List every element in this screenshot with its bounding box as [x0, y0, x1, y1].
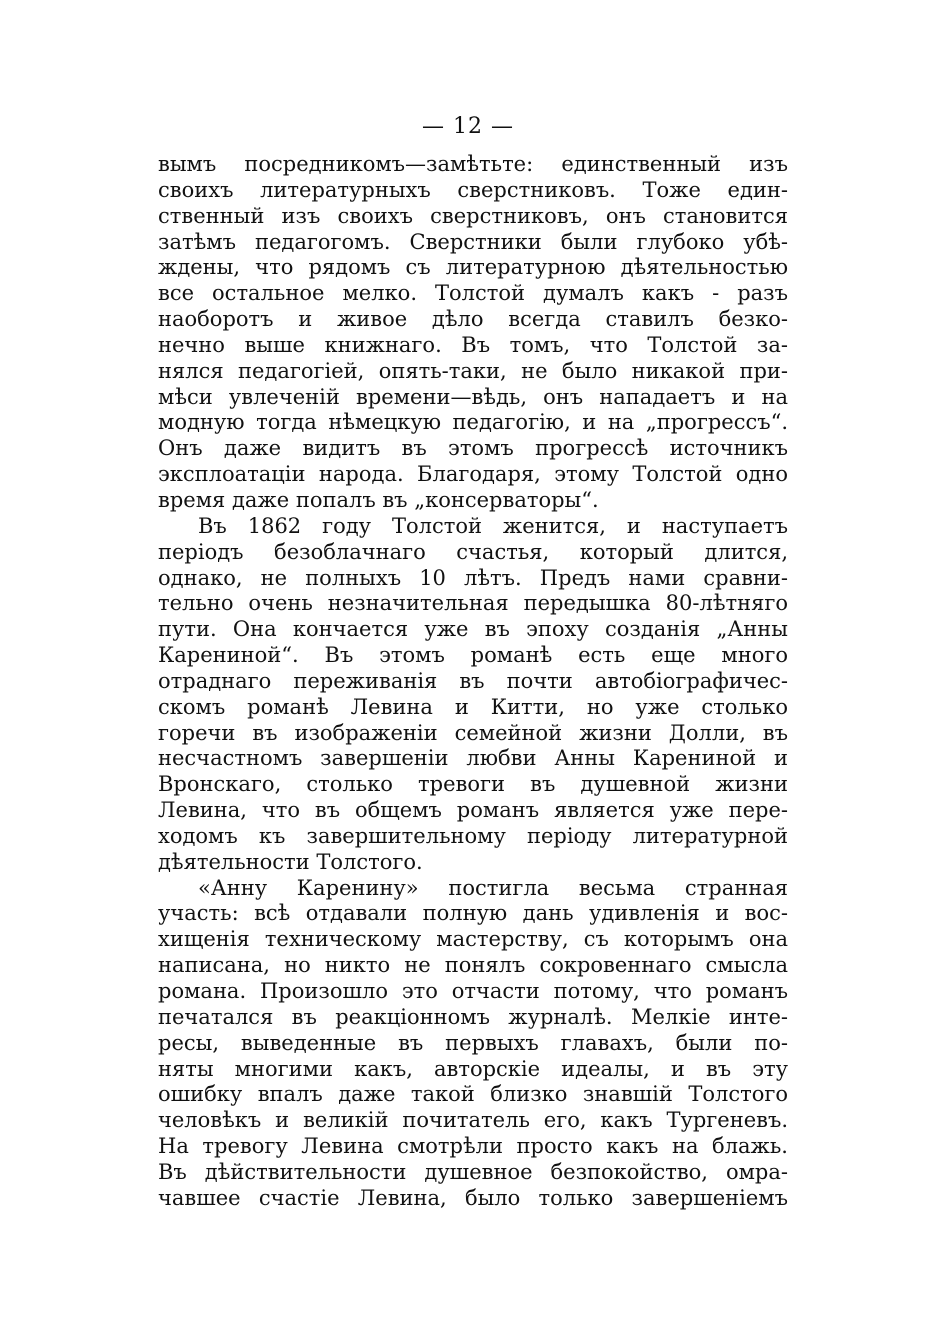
text-line: чавшее счастіе Левина, было только завершеніемъ: [158, 1185, 788, 1210]
text-line: написана, но никто не понялъ сокровеннаго смысла: [158, 953, 788, 978]
page-number: — 12 —: [422, 114, 514, 139]
text-line: печатался въ реакціонномъ журналѣ. Мелкіе инте-: [158, 1004, 788, 1029]
text-line: Карениной“. Въ этомъ романѣ есть еще много: [158, 643, 788, 668]
text-line: скомъ романѣ Левина и Китти, но уже столько: [158, 694, 788, 719]
text-line: своихъ литературныхъ сверстниковъ. Тоже един-: [158, 177, 788, 202]
text-line: ходомъ къ завершительному періоду литературной: [158, 823, 788, 848]
text-line: вымъ посредникомъ—замѣтьте: единственный изъ: [158, 152, 788, 176]
text-line: горечи въ изображеніи семейной жизни Долли, въ: [158, 720, 788, 745]
body-text: [158, 152, 788, 1212]
text-line: дѣятельности Толстого.: [158, 849, 423, 874]
text-line: тельно очень незначительная передышка 80-лѣтняго: [158, 591, 788, 616]
text-line: няты многими какъ, авторскіе идеалы, и въ эту: [158, 1056, 788, 1081]
text-line: «Анну Каренину» постигла весьма странная: [198, 875, 788, 900]
text-line: время даже попалъ въ „консерваторы“.: [158, 487, 599, 512]
text-line: мѣси увлеченій времени—вѣдь, онъ нападаетъ и на: [158, 384, 788, 409]
text-line: Онъ даже видитъ въ этомъ прогрессѣ источникъ: [158, 436, 788, 461]
text-line: все остальное мелко. Толстой думалъ какъ - разъ: [158, 281, 788, 306]
text-line: Въ дѣйствительности душевное безпокойство, омра-: [158, 1159, 788, 1184]
text-line: нялся педагогіей, опять-таки, не было никакой при-: [158, 358, 788, 383]
text-line: ждены, что рядомъ съ литературною дѣятельностью: [158, 255, 788, 280]
text-line: отраднаго переживанія въ почти автобіографичес-: [158, 668, 788, 693]
text-line: Вронскаго, столько тревоги въ душевной жизни: [158, 772, 788, 797]
text-line: романа. Произошло это отчасти потому, что романъ: [158, 979, 788, 1003]
text-line: ресы, выведенные въ первыхъ главахъ, были по-: [158, 1030, 788, 1055]
text-line: несчастномъ завершеніи любви Анны Карениной и: [158, 746, 788, 771]
text-line: ственный изъ своихъ сверстниковъ, онъ становится: [158, 203, 788, 228]
text-line: человѣкъ и великій почитатель его, какъ Тургеневъ.: [158, 1108, 788, 1133]
text-line: участь: всѣ отдавали полную дань удивленія и вос-: [158, 901, 788, 926]
text-line: пути. Она кончается уже въ эпоху созданія „Анны: [158, 617, 788, 642]
text-line: однако, не полныхъ 10 лѣтъ. Предъ нами сравни-: [158, 565, 788, 590]
text-line: ошибку впалъ даже такой близко знавшій Толстого: [158, 1082, 788, 1107]
text-line: эксплоатаціи народа. Благодаря, этому Толстой одно: [158, 462, 788, 487]
text-line: нечно выше книжнаго. Въ томъ, что Толстой за-: [158, 332, 788, 357]
text-line: періодъ безоблачнаго счастья, который длится,: [158, 539, 788, 564]
text-line: затѣмъ педагогомъ. Сверстники были глубоко убѣ-: [158, 229, 788, 254]
text-line: На тревогу Левина смотрѣли просто какъ на блажь.: [158, 1134, 788, 1159]
text-line: наоборотъ и живое дѣло всегда ставилъ безко-: [158, 307, 788, 332]
text-line: хищенія техническому мастерству, съ которымъ она: [158, 927, 788, 952]
text-line: модную тогда нѣмецкую педагогію, и на „прогрессъ“.: [158, 410, 788, 435]
text-line: Левина, что въ общемъ романъ является уже пере-: [158, 798, 788, 823]
text-line: Въ 1862 году Толстой женится, и наступаетъ: [198, 513, 788, 538]
